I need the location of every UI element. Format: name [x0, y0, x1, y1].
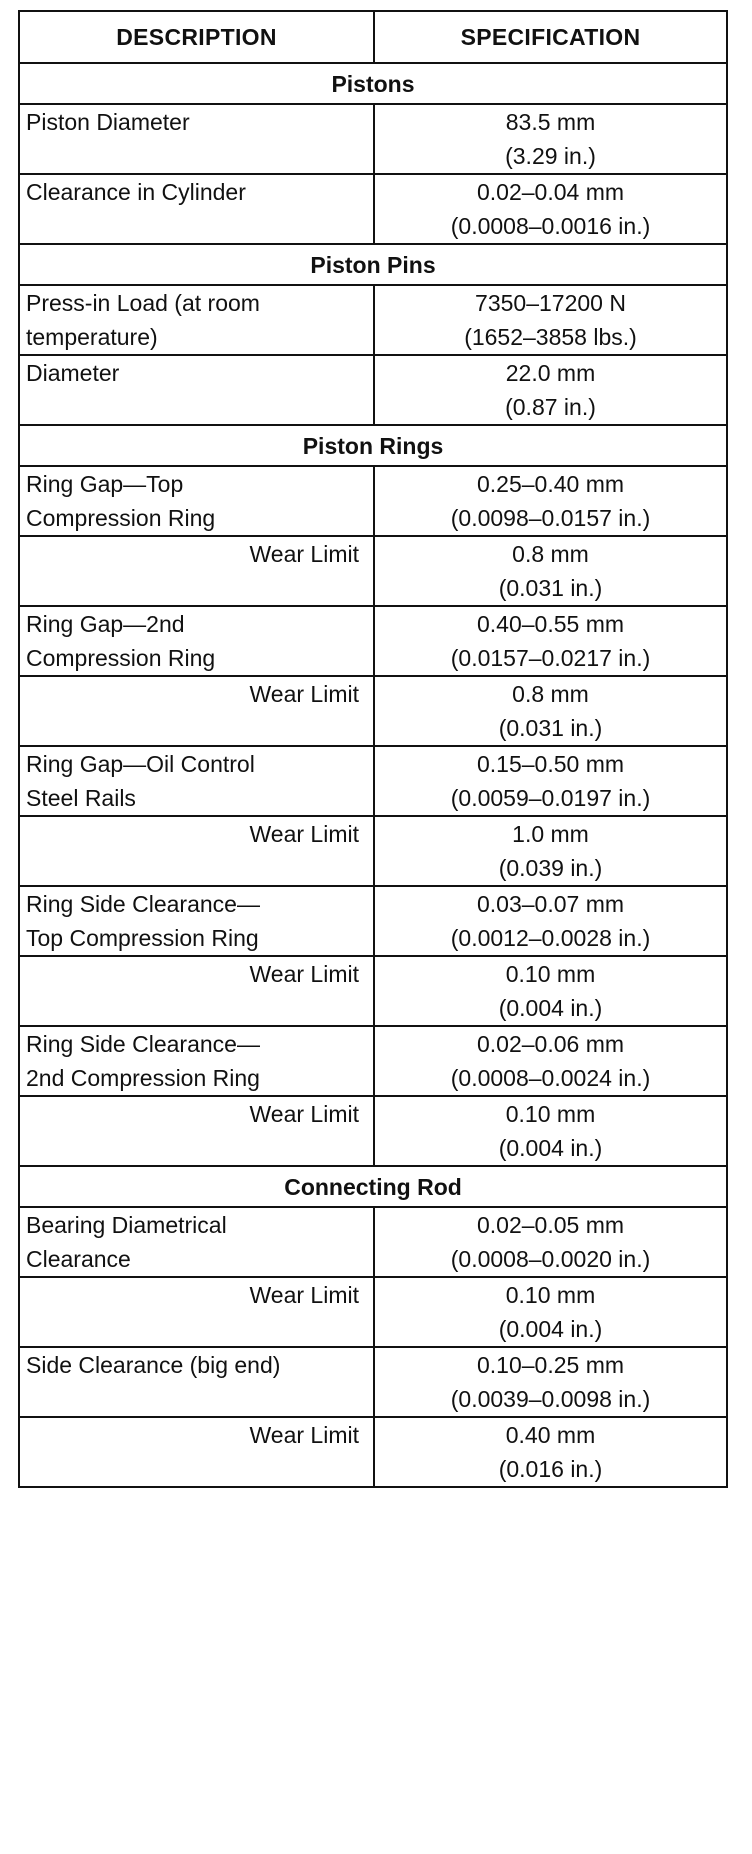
description-cell — [19, 174, 374, 244]
description-line: Ring Side Clearance— — [26, 1031, 260, 1057]
specification-cell — [374, 285, 727, 355]
specification-cell — [374, 536, 727, 606]
metric-value: 0.15–0.50 mm — [476, 751, 625, 777]
description-line: Steel Rails — [26, 785, 136, 811]
specification-cell — [374, 816, 727, 886]
metric-value: 0.02–0.05 mm — [476, 1212, 625, 1238]
description-cell — [19, 1096, 374, 1166]
imperial-value: (0.031 in.) — [498, 715, 603, 741]
table-row — [19, 1277, 727, 1347]
metric-value: 0.02–0.04 mm — [476, 179, 625, 205]
specification-cell — [374, 1096, 727, 1166]
section-title: Pistons — [19, 63, 727, 104]
imperial-value: (0.0039–0.0098 in.) — [450, 1386, 651, 1412]
metric-value: 7350–17200 N — [475, 290, 626, 316]
description-cell — [19, 1417, 374, 1487]
imperial-value: (0.0157–0.0217 in.) — [450, 645, 651, 671]
specification-cell — [374, 104, 727, 174]
table-row — [19, 355, 727, 425]
specification-cell — [374, 746, 727, 816]
imperial-value: (0.0012–0.0028 in.) — [450, 925, 651, 951]
description-cell — [19, 1026, 374, 1096]
table-row — [19, 1026, 727, 1096]
description-line: Wear Limit — [249, 961, 359, 987]
imperial-value: (0.004 in.) — [498, 1135, 603, 1161]
description-cell — [19, 355, 374, 425]
metric-value: 0.10 mm — [505, 1282, 596, 1308]
imperial-value: (0.87 in.) — [505, 394, 596, 420]
table-row — [19, 1347, 727, 1417]
description-line: Bearing Diametrical — [26, 1212, 227, 1238]
description-line: Ring Gap—2nd — [26, 611, 185, 637]
specification-cell — [374, 1026, 727, 1096]
description-cell — [19, 676, 374, 746]
description-line: Ring Gap—Oil Control — [26, 751, 255, 777]
table-row — [19, 746, 727, 816]
section-header-row — [19, 244, 727, 285]
table-row — [19, 606, 727, 676]
table-row — [19, 676, 727, 746]
metric-value: 0.10 mm — [505, 1101, 596, 1127]
description-cell — [19, 886, 374, 956]
table-row — [19, 536, 727, 606]
description-line: Wear Limit — [249, 1282, 359, 1308]
description-cell — [19, 285, 374, 355]
description-cell — [19, 1347, 374, 1417]
specification-cell — [374, 956, 727, 1026]
table-row — [19, 1096, 727, 1166]
section-header-row — [19, 425, 727, 466]
description-cell — [19, 1277, 374, 1347]
table-row — [19, 285, 727, 355]
table-row — [19, 1417, 727, 1487]
specification-column-header: SPECIFICATION — [374, 11, 727, 63]
metric-value: 0.03–0.07 mm — [476, 891, 625, 917]
specification-cell — [374, 466, 727, 536]
section-title: Connecting Rod — [19, 1166, 727, 1207]
metric-value: 83.5 mm — [505, 109, 596, 135]
description-column-header: DESCRIPTION — [19, 11, 374, 63]
description-line: Clearance in Cylinder — [26, 179, 246, 205]
description-line: Clearance — [26, 1246, 131, 1272]
description-cell — [19, 816, 374, 886]
metric-value: 0.10–0.25 mm — [476, 1352, 625, 1378]
description-line: Wear Limit — [249, 541, 359, 567]
description-line: Side Clearance (big end) — [26, 1352, 281, 1378]
table-row — [19, 956, 727, 1026]
table-row — [19, 174, 727, 244]
description-line: Diameter — [26, 360, 120, 386]
specification-cell — [374, 1417, 727, 1487]
metric-value: 0.25–0.40 mm — [476, 471, 625, 497]
imperial-value: (0.0059–0.0197 in.) — [450, 785, 651, 811]
description-line: Compression Ring — [26, 505, 216, 531]
specification-cell — [374, 606, 727, 676]
description-line: Wear Limit — [249, 1101, 359, 1127]
description-cell — [19, 606, 374, 676]
table-row — [19, 816, 727, 886]
table-row — [19, 1207, 727, 1277]
imperial-value: (0.0008–0.0024 in.) — [450, 1065, 651, 1091]
specification-cell — [374, 1347, 727, 1417]
description-cell — [19, 746, 374, 816]
description-line: 2nd Compression Ring — [26, 1065, 260, 1091]
description-line: temperature) — [26, 324, 158, 350]
specification-cell — [374, 1277, 727, 1347]
imperial-value: (0.004 in.) — [498, 1316, 603, 1342]
specification-table — [18, 10, 728, 1488]
description-cell — [19, 956, 374, 1026]
metric-value: 0.8 mm — [512, 681, 589, 707]
table-row — [19, 466, 727, 536]
metric-value: 1.0 mm — [512, 821, 589, 847]
imperial-value: (0.031 in.) — [498, 575, 603, 601]
description-line: Wear Limit — [249, 1422, 359, 1448]
imperial-value: (0.039 in.) — [498, 855, 603, 881]
description-line: Press-in Load (at room — [26, 290, 260, 316]
description-cell — [19, 104, 374, 174]
section-header-row — [19, 63, 727, 104]
table-body — [19, 63, 727, 1487]
imperial-value: (0.004 in.) — [498, 995, 603, 1021]
table-row — [19, 104, 727, 174]
imperial-value: (3.29 in.) — [505, 143, 596, 169]
section-title: Piston Pins — [19, 244, 727, 285]
description-line: Piston Diameter — [26, 109, 190, 135]
metric-value: 0.40–0.55 mm — [476, 611, 625, 637]
description-line: Wear Limit — [249, 821, 359, 847]
description-line: Wear Limit — [249, 681, 359, 707]
imperial-value: (0.0008–0.0020 in.) — [450, 1246, 651, 1272]
metric-value: 0.40 mm — [505, 1422, 596, 1448]
specification-cell — [374, 676, 727, 746]
specification-cell — [374, 1207, 727, 1277]
description-line: Top Compression Ring — [26, 925, 259, 951]
specification-cell — [374, 355, 727, 425]
metric-value: 22.0 mm — [505, 360, 596, 386]
metric-value: 0.8 mm — [512, 541, 589, 567]
table-row — [19, 886, 727, 956]
specification-cell — [374, 174, 727, 244]
imperial-value: (0.016 in.) — [498, 1456, 603, 1482]
description-line: Compression Ring — [26, 645, 216, 671]
imperial-value: (0.0008–0.0016 in.) — [450, 213, 651, 239]
table-header-row — [19, 11, 727, 63]
section-title: Piston Rings — [19, 425, 727, 466]
description-cell — [19, 536, 374, 606]
specification-cell — [374, 886, 727, 956]
description-line: Ring Gap—Top — [26, 471, 184, 497]
description-line: Ring Side Clearance— — [26, 891, 260, 917]
metric-value: 0.02–0.06 mm — [476, 1031, 625, 1057]
metric-value: 0.10 mm — [505, 961, 596, 987]
imperial-value: (0.0098–0.0157 in.) — [450, 505, 651, 531]
section-header-row — [19, 1166, 727, 1207]
imperial-value: (1652–3858 lbs.) — [464, 324, 637, 350]
description-cell — [19, 1207, 374, 1277]
description-cell — [19, 466, 374, 536]
